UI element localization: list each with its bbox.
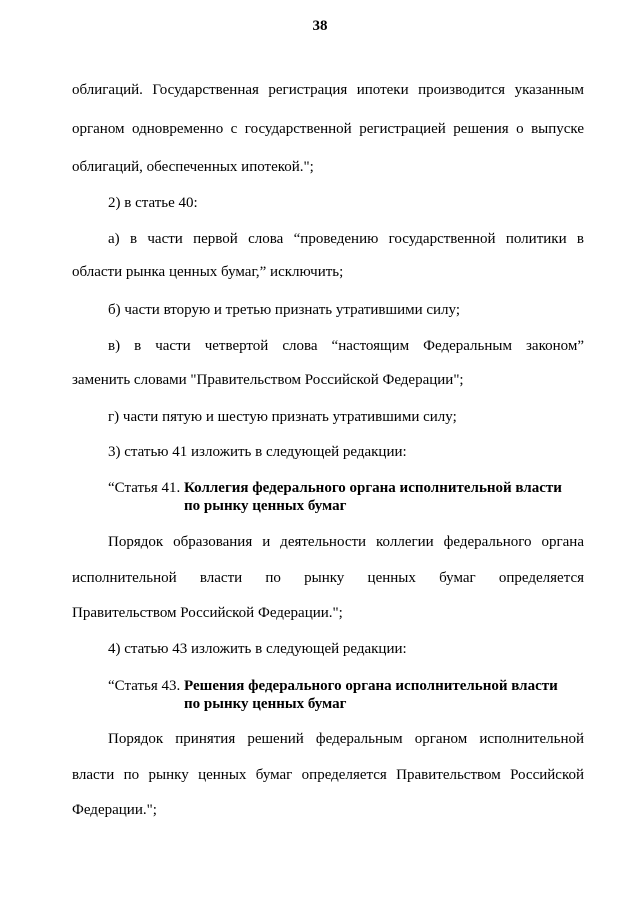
- article-heading: [108, 479, 562, 497]
- text-line: Правительством Российской Федерации.";: [72, 605, 343, 621]
- list-item-heading: 2) в статье 40:: [108, 195, 198, 211]
- text-line: исполнительной власти по рынку ценных бумаг определяется: [72, 570, 584, 586]
- article-title-continued: по рынку ценных бумаг: [184, 696, 347, 712]
- text-line: Порядок принятия решений федеральным органом исполнительной: [108, 731, 584, 747]
- text-line: г) части пятую и шестую признать утратившими силу;: [108, 409, 457, 425]
- text-line: области рынка ценных бумаг,” исключить;: [72, 264, 344, 280]
- text-line: в) в части четвертой слова “настоящим Федеральным законом”: [108, 338, 584, 354]
- text-line: а) в части первой слова “проведению государственной политики в: [108, 231, 584, 247]
- text-line: Федерации.";: [72, 802, 157, 818]
- text-line: б) части вторую и третью признать утратившими силу;: [108, 302, 461, 318]
- list-item-heading: 4) статью 43 изложить в следующей редакции:: [108, 641, 407, 657]
- text-line: заменить словами "Правительством Российской Федерации";: [72, 372, 464, 388]
- text-line: власти по рынку ценных бумаг определяется Правительством Российской: [72, 767, 584, 783]
- article-heading: [108, 677, 558, 695]
- page-number: 38: [312, 18, 328, 34]
- text-line: облигаций, обеспеченных ипотекой.";: [72, 159, 314, 175]
- list-item-heading: 3) статью 41 изложить в следующей редакции:: [108, 444, 407, 460]
- text-line: облигаций. Государственная регистрация ипотеки производится указанным: [72, 82, 584, 98]
- article-number: “Статья 43.: [108, 678, 185, 694]
- article-title: Коллегия федерального органа исполнительной власти: [184, 480, 562, 496]
- article-title-continued: по рынку ценных бумаг: [184, 498, 347, 514]
- article-title: Решения федерального органа исполнительной власти: [184, 678, 558, 694]
- text-line: органом одновременно с государственной регистрацией решения о выпуске: [72, 121, 584, 137]
- article-number: “Статья 41.: [108, 480, 185, 496]
- text-line: Порядок образования и деятельности коллегии федерального органа: [108, 534, 584, 550]
